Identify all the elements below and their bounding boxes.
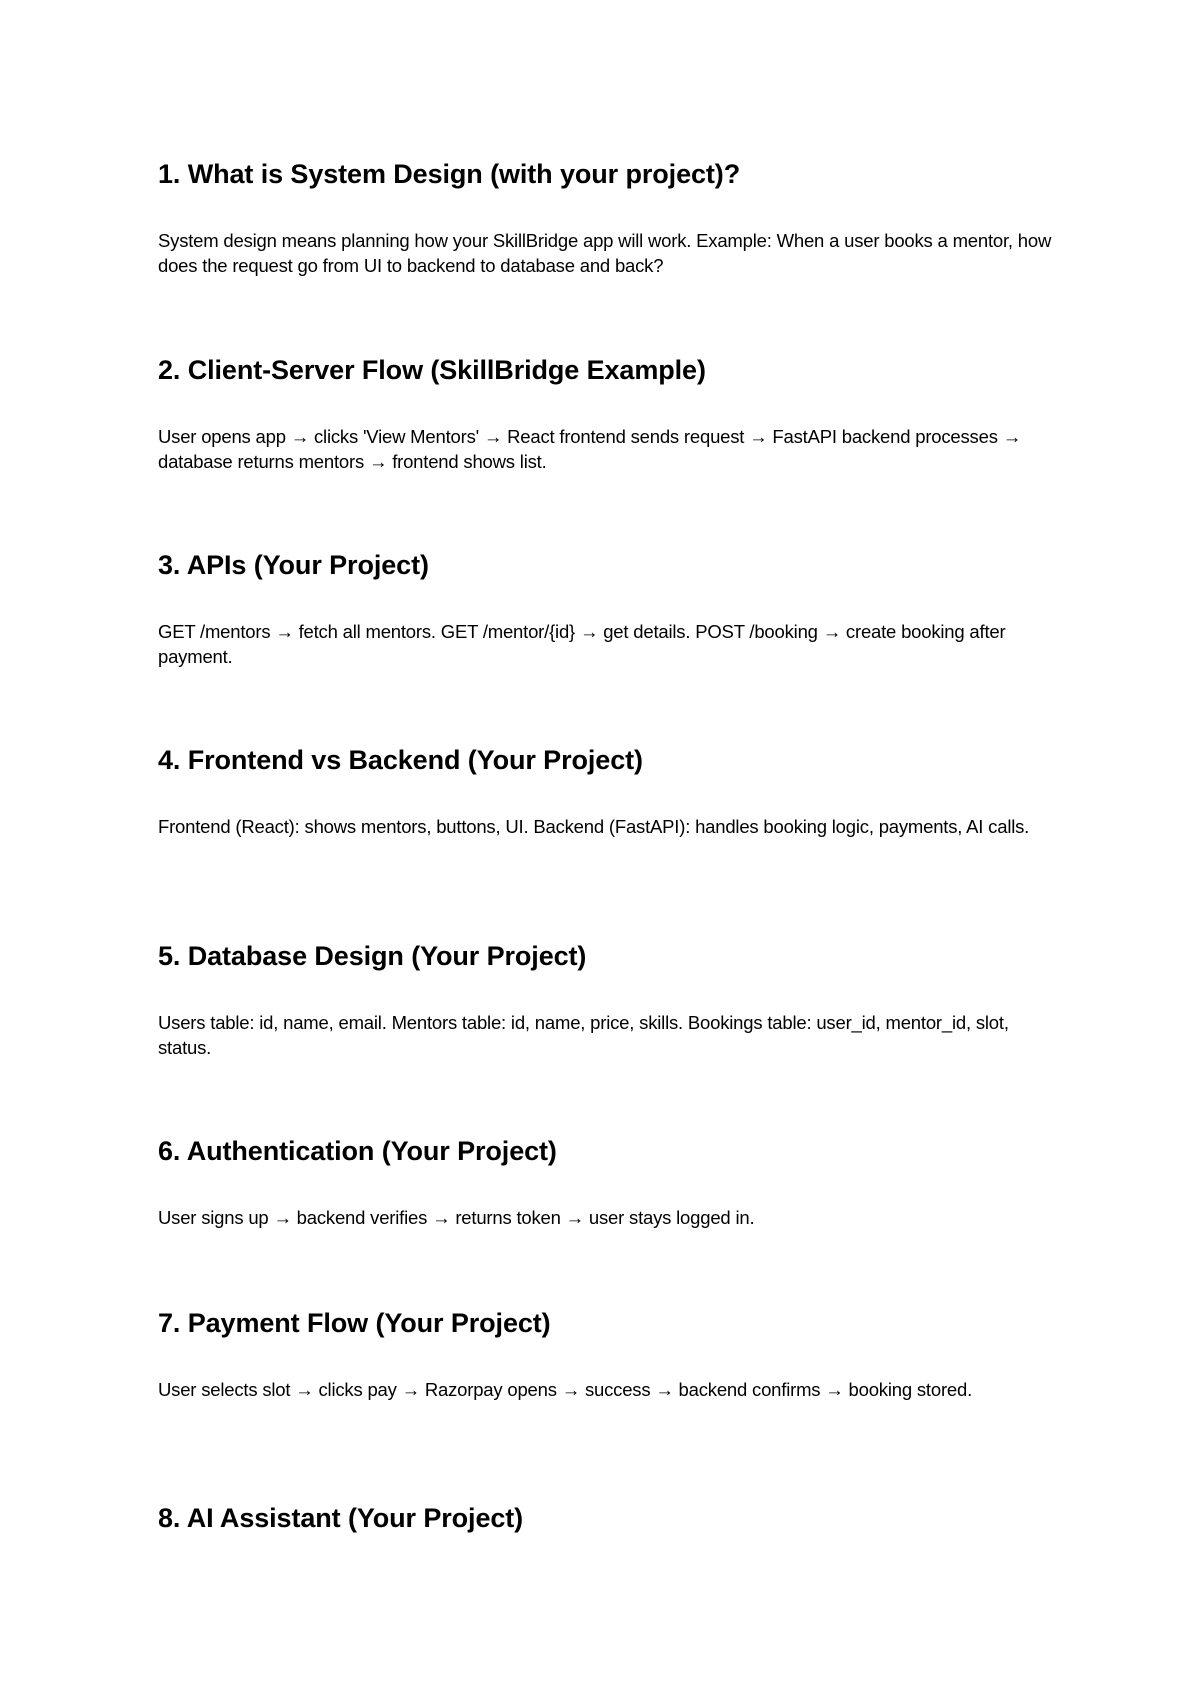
section-payment-flow <box>158 1307 1058 1400</box>
section-authentication <box>158 1135 1058 1228</box>
section-database-design <box>158 940 1058 1058</box>
section-heading: 1. What is System Design (with your project)? <box>158 159 741 189</box>
section-heading: 2. Client-Server Flow (SkillBridge Example) <box>158 355 706 385</box>
section-heading: 8. AI Assistant (Your Project) <box>158 1503 524 1533</box>
section-client-server-flow <box>158 354 1058 472</box>
section-body: System design means planning how your SkillBridge app will work. Example: When a user books a mentor, how does the request go from UI to backend to database and back? <box>158 230 1052 276</box>
section-apis <box>158 549 1058 667</box>
section-body: User opens app → clicks 'View Mentors' → React frontend sends request → FastAPI backend processes → database returns mentors → frontend shows list. <box>158 426 1021 472</box>
section-body: Frontend (React): shows mentors, buttons, UI. Backend (FastAPI): handles booking logic, payments, AI calls. <box>158 816 1030 837</box>
section-frontend-vs-backend <box>158 744 1058 837</box>
section-heading: 6. Authentication (Your Project) <box>158 1136 557 1166</box>
section-body: User selects slot → clicks pay → Razorpay opens → success → backend confirms → booking stored. <box>158 1379 973 1400</box>
section-body: GET /mentors → fetch all mentors. GET /mentor/{id} → get details. POST /booking → create booking after payment. <box>158 621 1006 667</box>
section-ai-assistant <box>158 1502 1058 1534</box>
section-system-design <box>158 158 1058 276</box>
section-heading: 3. APIs (Your Project) <box>158 550 429 580</box>
section-heading: 5. Database Design (Your Project) <box>158 941 587 971</box>
section-heading: 4. Frontend vs Backend (Your Project) <box>158 745 643 775</box>
section-body: Users table: id, name, email. Mentors table: id, name, price, skills. Bookings table: user_id, mentor_id, slot, status. <box>158 1012 1009 1058</box>
section-heading: 7. Payment Flow (Your Project) <box>158 1308 551 1338</box>
section-body: User signs up → backend verifies → returns token → user stays logged in. <box>158 1207 755 1228</box>
